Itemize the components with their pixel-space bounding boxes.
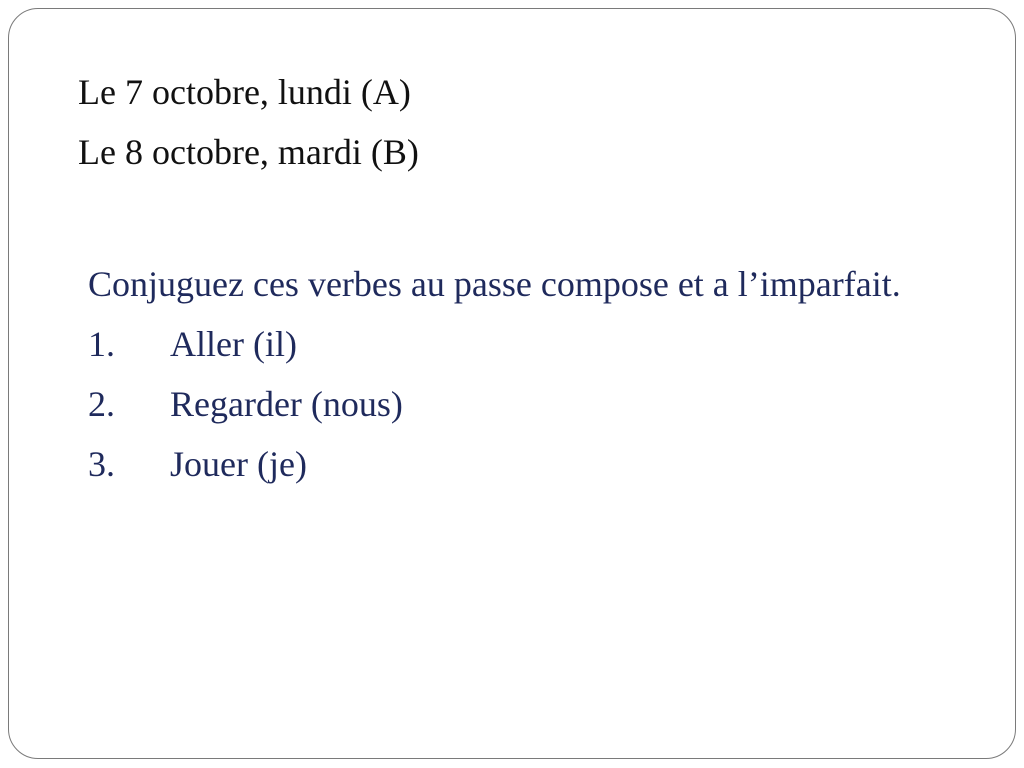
- verb-item-jouer: [88, 434, 948, 494]
- verb-item-text: Regarder (nous): [170, 384, 403, 424]
- date-line-a: Le 7 octobre, lundi (A): [78, 72, 411, 112]
- date-line-b: Le 8 octobre, mardi (B): [78, 132, 419, 172]
- verb-item-text: Aller (il): [170, 324, 297, 364]
- verb-list: [88, 314, 948, 494]
- date-block: [78, 62, 419, 182]
- task-instruction: Conjuguez ces verbes au passe compose et a l’imparfait.: [88, 264, 901, 304]
- verb-item-number: 1.: [88, 324, 115, 364]
- verb-item-number: 2.: [88, 384, 115, 424]
- verb-item-regarder: [88, 374, 948, 434]
- verb-item-aller: [88, 314, 948, 374]
- task-block: [88, 254, 948, 494]
- verb-item-text: Jouer (je): [170, 444, 307, 484]
- verb-item-number: 3.: [88, 444, 115, 484]
